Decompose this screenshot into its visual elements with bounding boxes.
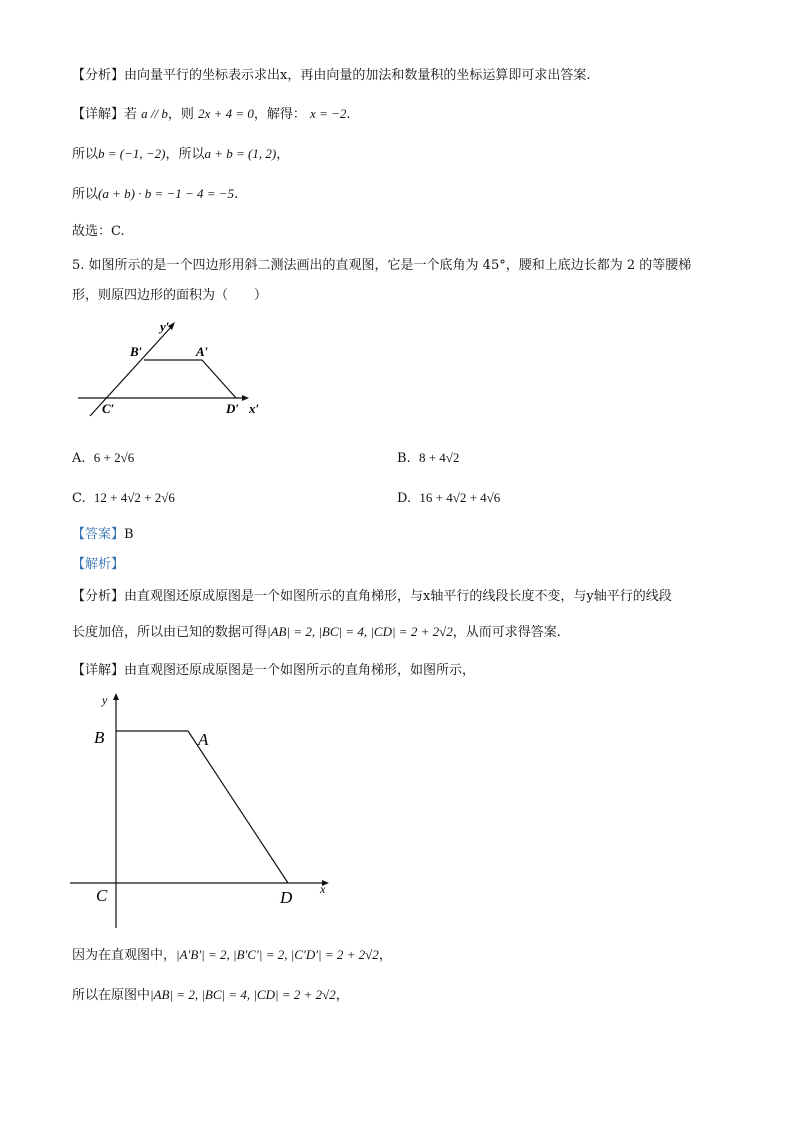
option-c-letter: C. <box>72 491 86 506</box>
label-b-prime: B′ <box>130 344 143 359</box>
dot-product-expr: (a + b) · b = −1 − 4 = −5 <box>98 186 235 201</box>
text-so: 所以 <box>72 147 99 162</box>
analysis-q5-text-2: 长度加倍，所以由已知的数据可得 <box>72 625 268 640</box>
detail-q5-line-1 <box>72 661 475 681</box>
detail-line-2 <box>72 144 289 165</box>
detail-q5-tag: 【详解】 <box>72 663 125 678</box>
text-if: 若 <box>124 107 138 122</box>
y-axis-arrow <box>113 693 119 700</box>
because-end: ， <box>378 948 392 963</box>
solution-x: x = −2 <box>310 106 347 121</box>
so-text: 所以在原图中 <box>72 988 151 1003</box>
label-c-prime: C′ <box>102 401 115 416</box>
analysis-q5-line-1 <box>72 587 672 607</box>
edge-a-d <box>188 731 288 883</box>
comma: ， <box>276 147 290 162</box>
option-a-letter: A. <box>72 451 86 466</box>
label-a-prime: A′ <box>196 344 209 359</box>
question-5-line-1: 5. 如图所示的是一个四边形用斜二测法画出的直观图，它是一个底角为 45°，腰和上底边长都为 2 的等腰梯 <box>72 258 692 273</box>
option-d-letter: D. <box>397 491 412 506</box>
detail-q5-text: 由直观图还原成原图是一个如图所示的直角梯形，如图所示， <box>124 663 476 678</box>
text-so-3: 所以 <box>72 187 99 202</box>
analysis-q5-end: ，从而可求得答案. <box>452 625 561 640</box>
equation-2x4: 2x + 4 = 0 <box>198 106 254 121</box>
period-2: . <box>234 187 239 202</box>
detail-line-3 <box>72 184 238 205</box>
option-d-expr: 16 + 4√2 + 4√6 <box>419 490 501 505</box>
text-solve: ，解得： <box>253 107 306 122</box>
answer-value: B <box>124 527 134 542</box>
parallel-expr: a // b <box>141 106 168 121</box>
analysis-q5-text-1: 由直观图还原成原图是一个如图所示的直角梯形，与x轴平行的线段长度不变，与y轴平行的线段 <box>124 589 672 604</box>
period: . <box>346 107 351 122</box>
label-x: x <box>320 882 326 896</box>
text-so-2: ，所以 <box>165 147 205 162</box>
oblique-figure <box>74 316 274 421</box>
x-prime-arrow <box>242 395 249 401</box>
edge-a-d <box>202 360 236 398</box>
original-figure <box>70 690 340 935</box>
analysis-q5-tag: 【分析】 <box>72 589 125 604</box>
because-lengths: |A′B′| = 2, |B′C′| = 2, |C′D′| = 2 + 2√2 <box>176 947 379 962</box>
label-d: D <box>280 888 293 907</box>
option-a[interactable] <box>72 448 134 469</box>
analysis-q5-lengths: |AB| = 2, |BC| = 4, |CD| = 2 + 2√2 <box>267 624 453 639</box>
analysis-tag: 【分析】 <box>72 68 125 83</box>
detail-line-1 <box>72 104 351 125</box>
option-b[interactable] <box>397 448 459 469</box>
option-d[interactable] <box>397 488 500 509</box>
analysis-text: 由向量平行的坐标表示求出x，再由向量的加法和数量积的坐标运算即可求出答案. <box>124 68 591 83</box>
option-a-expr: 6 + 2√6 <box>93 450 135 465</box>
answer-tag: 【答案】 <box>72 527 125 542</box>
analysis-q5-line-2 <box>72 622 561 643</box>
detail-tag: 【详解】 <box>72 107 125 122</box>
because-text: 因为在直观图中， <box>72 948 177 963</box>
label-a: A <box>198 730 209 749</box>
so-lengths: |AB| = 2, |BC| = 4, |CD| = 2 + 2√2 <box>150 987 336 1002</box>
vector-b-value: b = (−1, −2) <box>98 146 166 161</box>
label-x-prime: x′ <box>249 401 260 416</box>
because-line <box>72 945 392 966</box>
answer-line <box>72 525 134 545</box>
option-c[interactable] <box>72 488 175 509</box>
choose-line: 故选：C. <box>72 224 125 239</box>
label-c: C <box>96 886 108 905</box>
option-c-expr: 12 + 4√2 + 2√6 <box>93 490 175 505</box>
label-b: B <box>94 728 105 747</box>
label-d-prime: D′ <box>226 401 240 416</box>
analysis-line-q4 <box>72 66 590 86</box>
label-y: y <box>102 693 108 707</box>
option-b-expr: 8 + 4√2 <box>418 450 460 465</box>
option-b-letter: B. <box>397 451 411 466</box>
so-end: ， <box>335 988 349 1003</box>
text-then: ，则 <box>167 107 194 122</box>
vector-sum-value: a + b = (1, 2) <box>204 146 277 161</box>
label-y-prime: y′ <box>160 319 170 334</box>
question-5-line-2: 形，则原四边形的面积为（ ） <box>72 288 268 303</box>
so-line <box>72 985 349 1006</box>
jiexi-tag: 【解析】 <box>72 557 125 572</box>
